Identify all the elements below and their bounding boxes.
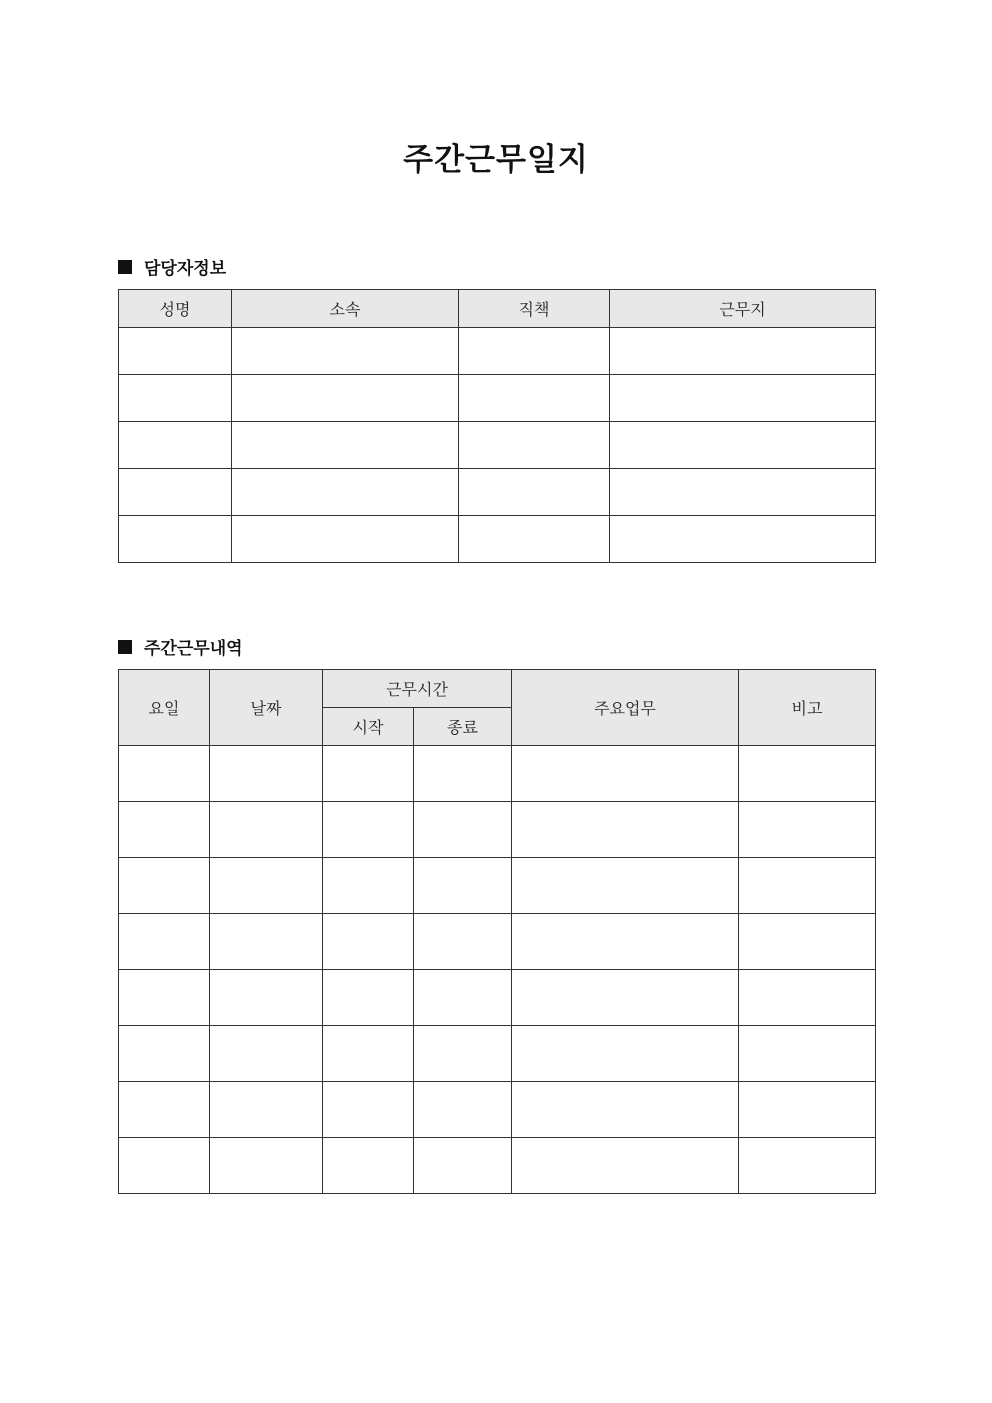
table-row [119, 970, 876, 1026]
date-cell[interactable] [210, 1138, 323, 1194]
table-row [119, 1082, 876, 1138]
table-row [119, 802, 876, 858]
day-cell[interactable] [119, 858, 210, 914]
day-cell[interactable] [119, 802, 210, 858]
remarks-cell[interactable] [739, 1138, 876, 1194]
column-header-date: 날짜 [210, 670, 323, 746]
date-cell[interactable] [210, 858, 323, 914]
position-cell[interactable] [459, 375, 610, 422]
remarks-cell[interactable] [739, 1082, 876, 1138]
name-cell[interactable] [119, 328, 232, 375]
date-cell[interactable] [210, 746, 323, 802]
workplace-cell[interactable] [610, 422, 876, 469]
weekly-log-table [118, 669, 876, 1194]
date-cell[interactable] [210, 1026, 323, 1082]
name-cell[interactable] [119, 469, 232, 516]
square-bullet-icon [118, 260, 132, 274]
column-header-end: 종료 [414, 708, 512, 746]
date-cell[interactable] [210, 914, 323, 970]
department-cell[interactable] [232, 375, 459, 422]
day-cell[interactable] [119, 746, 210, 802]
remarks-cell[interactable] [739, 858, 876, 914]
table-header-row [119, 290, 876, 328]
column-header-start: 시작 [323, 708, 414, 746]
position-cell[interactable] [459, 469, 610, 516]
position-cell[interactable] [459, 516, 610, 563]
main-tasks-cell[interactable] [512, 1138, 739, 1194]
start-cell[interactable] [323, 1026, 414, 1082]
day-cell[interactable] [119, 914, 210, 970]
main-tasks-cell[interactable] [512, 802, 739, 858]
name-cell[interactable] [119, 375, 232, 422]
remarks-cell[interactable] [739, 1026, 876, 1082]
main-tasks-cell[interactable] [512, 858, 739, 914]
start-cell[interactable] [323, 1138, 414, 1194]
position-cell[interactable] [459, 422, 610, 469]
end-cell[interactable] [414, 914, 512, 970]
workplace-cell[interactable] [610, 469, 876, 516]
column-header-department: 소속 [232, 290, 459, 328]
date-cell[interactable] [210, 970, 323, 1026]
section-heading-label: 담당자정보 [144, 259, 227, 279]
date-cell[interactable] [210, 1082, 323, 1138]
table-row [119, 375, 876, 422]
workplace-cell[interactable] [610, 328, 876, 375]
end-cell[interactable] [414, 1026, 512, 1082]
staff-info-table [118, 289, 876, 563]
department-cell[interactable] [232, 469, 459, 516]
table-row [119, 328, 876, 375]
column-header-workplace: 근무지 [610, 290, 876, 328]
square-bullet-icon [118, 640, 132, 654]
section-heading-staff-info [118, 254, 226, 279]
end-cell[interactable] [414, 858, 512, 914]
department-cell[interactable] [232, 328, 459, 375]
day-cell[interactable] [119, 1138, 210, 1194]
column-header-work-hours: 근무시간 [323, 670, 512, 708]
day-cell[interactable] [119, 970, 210, 1026]
remarks-cell[interactable] [739, 746, 876, 802]
department-cell[interactable] [232, 422, 459, 469]
main-tasks-cell[interactable] [512, 970, 739, 1026]
column-header-position: 직책 [459, 290, 610, 328]
start-cell[interactable] [323, 914, 414, 970]
table-row [119, 914, 876, 970]
table-row [119, 469, 876, 516]
main-tasks-cell[interactable] [512, 1082, 739, 1138]
column-header-main-tasks: 주요업무 [512, 670, 739, 746]
column-header-remarks: 비고 [739, 670, 876, 746]
column-header-day: 요일 [119, 670, 210, 746]
remarks-cell[interactable] [739, 802, 876, 858]
start-cell[interactable] [323, 1082, 414, 1138]
name-cell[interactable] [119, 516, 232, 563]
table-row [119, 422, 876, 469]
section-heading-label: 주간근무내역 [144, 639, 243, 659]
name-cell[interactable] [119, 422, 232, 469]
main-tasks-cell[interactable] [512, 746, 739, 802]
remarks-cell[interactable] [739, 914, 876, 970]
table-row [119, 1026, 876, 1082]
table-row [119, 858, 876, 914]
table-row [119, 1138, 876, 1194]
end-cell[interactable] [414, 746, 512, 802]
end-cell[interactable] [414, 970, 512, 1026]
table-header-row [119, 670, 876, 708]
table-row [119, 746, 876, 802]
position-cell[interactable] [459, 328, 610, 375]
end-cell[interactable] [414, 802, 512, 858]
end-cell[interactable] [414, 1138, 512, 1194]
workplace-cell[interactable] [610, 375, 876, 422]
page-title: 주간근무일지 [403, 142, 589, 178]
date-cell[interactable] [210, 802, 323, 858]
start-cell[interactable] [323, 970, 414, 1026]
main-tasks-cell[interactable] [512, 914, 739, 970]
start-cell[interactable] [323, 858, 414, 914]
day-cell[interactable] [119, 1026, 210, 1082]
end-cell[interactable] [414, 1082, 512, 1138]
start-cell[interactable] [323, 802, 414, 858]
workplace-cell[interactable] [610, 516, 876, 563]
table-row [119, 516, 876, 563]
start-cell[interactable] [323, 746, 414, 802]
day-cell[interactable] [119, 1082, 210, 1138]
main-tasks-cell[interactable] [512, 1026, 739, 1082]
remarks-cell[interactable] [739, 970, 876, 1026]
column-header-name: 성명 [119, 290, 232, 328]
department-cell[interactable] [232, 516, 459, 563]
section-heading-weekly-log [118, 634, 243, 659]
